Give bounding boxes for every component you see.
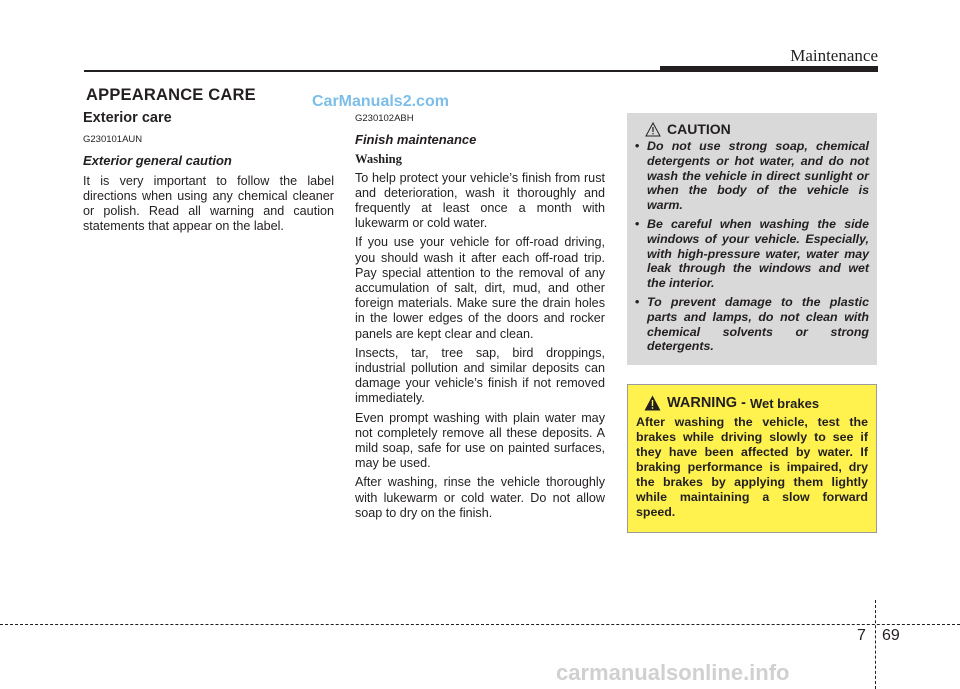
caution-triangle-icon [645,122,661,137]
bullet: • [635,139,640,153]
section-code: G230102ABH [355,113,414,124]
header-rule [84,70,660,72]
caution-title: CAUTION [667,121,731,137]
washing-paragraph: Even prompt washing with plain water may not completely remove all these deposits. A mild soap, safe for use on painted surfaces, may be used. [355,410,605,471]
exterior-care-heading: Exterior care [83,110,172,126]
header-section-title: Maintenance [790,46,878,65]
finish-maintenance-subheading: Finish maintenance [355,132,477,148]
left-column [83,111,334,238]
footer-vertical-divider [875,600,876,689]
exterior-caution-paragraph: It is very important to follow the label directions when using any chemical cleaner or polish. Read all warning and caution statements that appear on the label. [83,173,334,234]
washing-paragraph: After washing, rinse the vehicle thoroughly with lukewarm or cold water. Do not allow soap to dry on the finish. [355,475,605,520]
header-rule-accent [660,66,878,72]
section-code: G230101AUN [83,134,143,146]
chapter-number: 7 [857,627,866,644]
carmanuals-watermark: CarManuals2.com [312,93,449,110]
caution-item: • To prevent damage to the plastic parts and lamps, do not clean with chemical solvents or strong detergents. [635,294,869,354]
warning-triangle-icon [644,395,661,411]
washing-paragraph: Insects, tar, tree sap, bird droppings, industrial pollution and similar deposits can damage your vehicle’s finish if not removed immediately. [355,345,605,406]
caution-box [627,113,877,365]
exterior-caution-subheading: Exterior general caution [83,153,232,169]
middle-column [355,111,605,525]
warning-box [627,384,877,533]
warning-title: WARNING - [667,395,746,411]
page-number: 69 [882,627,900,644]
footer-divider [0,624,960,625]
caution-list [635,139,869,354]
bullet: • [635,216,640,231]
washing-paragraph: If you use your vehicle for off-road driving, you should wash it after each off-road trip. Pay special attention to the removal of any accumulation of salt, dirt, mud, and other foreign materials. Make sure the drain holes in the lower edges of the doors and rocker panels are kept clear and clean. [355,235,605,341]
bullet: • [635,294,640,309]
caution-header [635,121,869,137]
warning-subtitle: Wet brakes [749,395,820,411]
caution-item: • Be careful when washing the side windows of your vehicle. Especially, with high-pressure water, water may leak through the windows and wet the interior. [635,216,869,291]
section-title: APPEARANCE CARE [86,86,256,104]
washing-paragraph: To help protect your vehicle’s finish from rust and deterioration, wash it thoroughly and frequently at least once a month with lukewarm or cold water. [355,170,605,231]
washing-heading: Washing [355,152,402,167]
site-watermark: carmanualsonline.info [556,660,790,685]
warning-header [636,395,868,411]
caution-item: • Do not use strong soap, chemical detergents or hot water, and do not wash the vehicle in direct sunlight or when the body of the vehicle is warm. [635,139,869,213]
warning-text: After washing the vehicle, test the brakes while driving slowly to see if they have been affected by water. If braking performance is impaired, dry the brakes by applying them lightly while maintaining a slow forward speed. [636,415,868,519]
